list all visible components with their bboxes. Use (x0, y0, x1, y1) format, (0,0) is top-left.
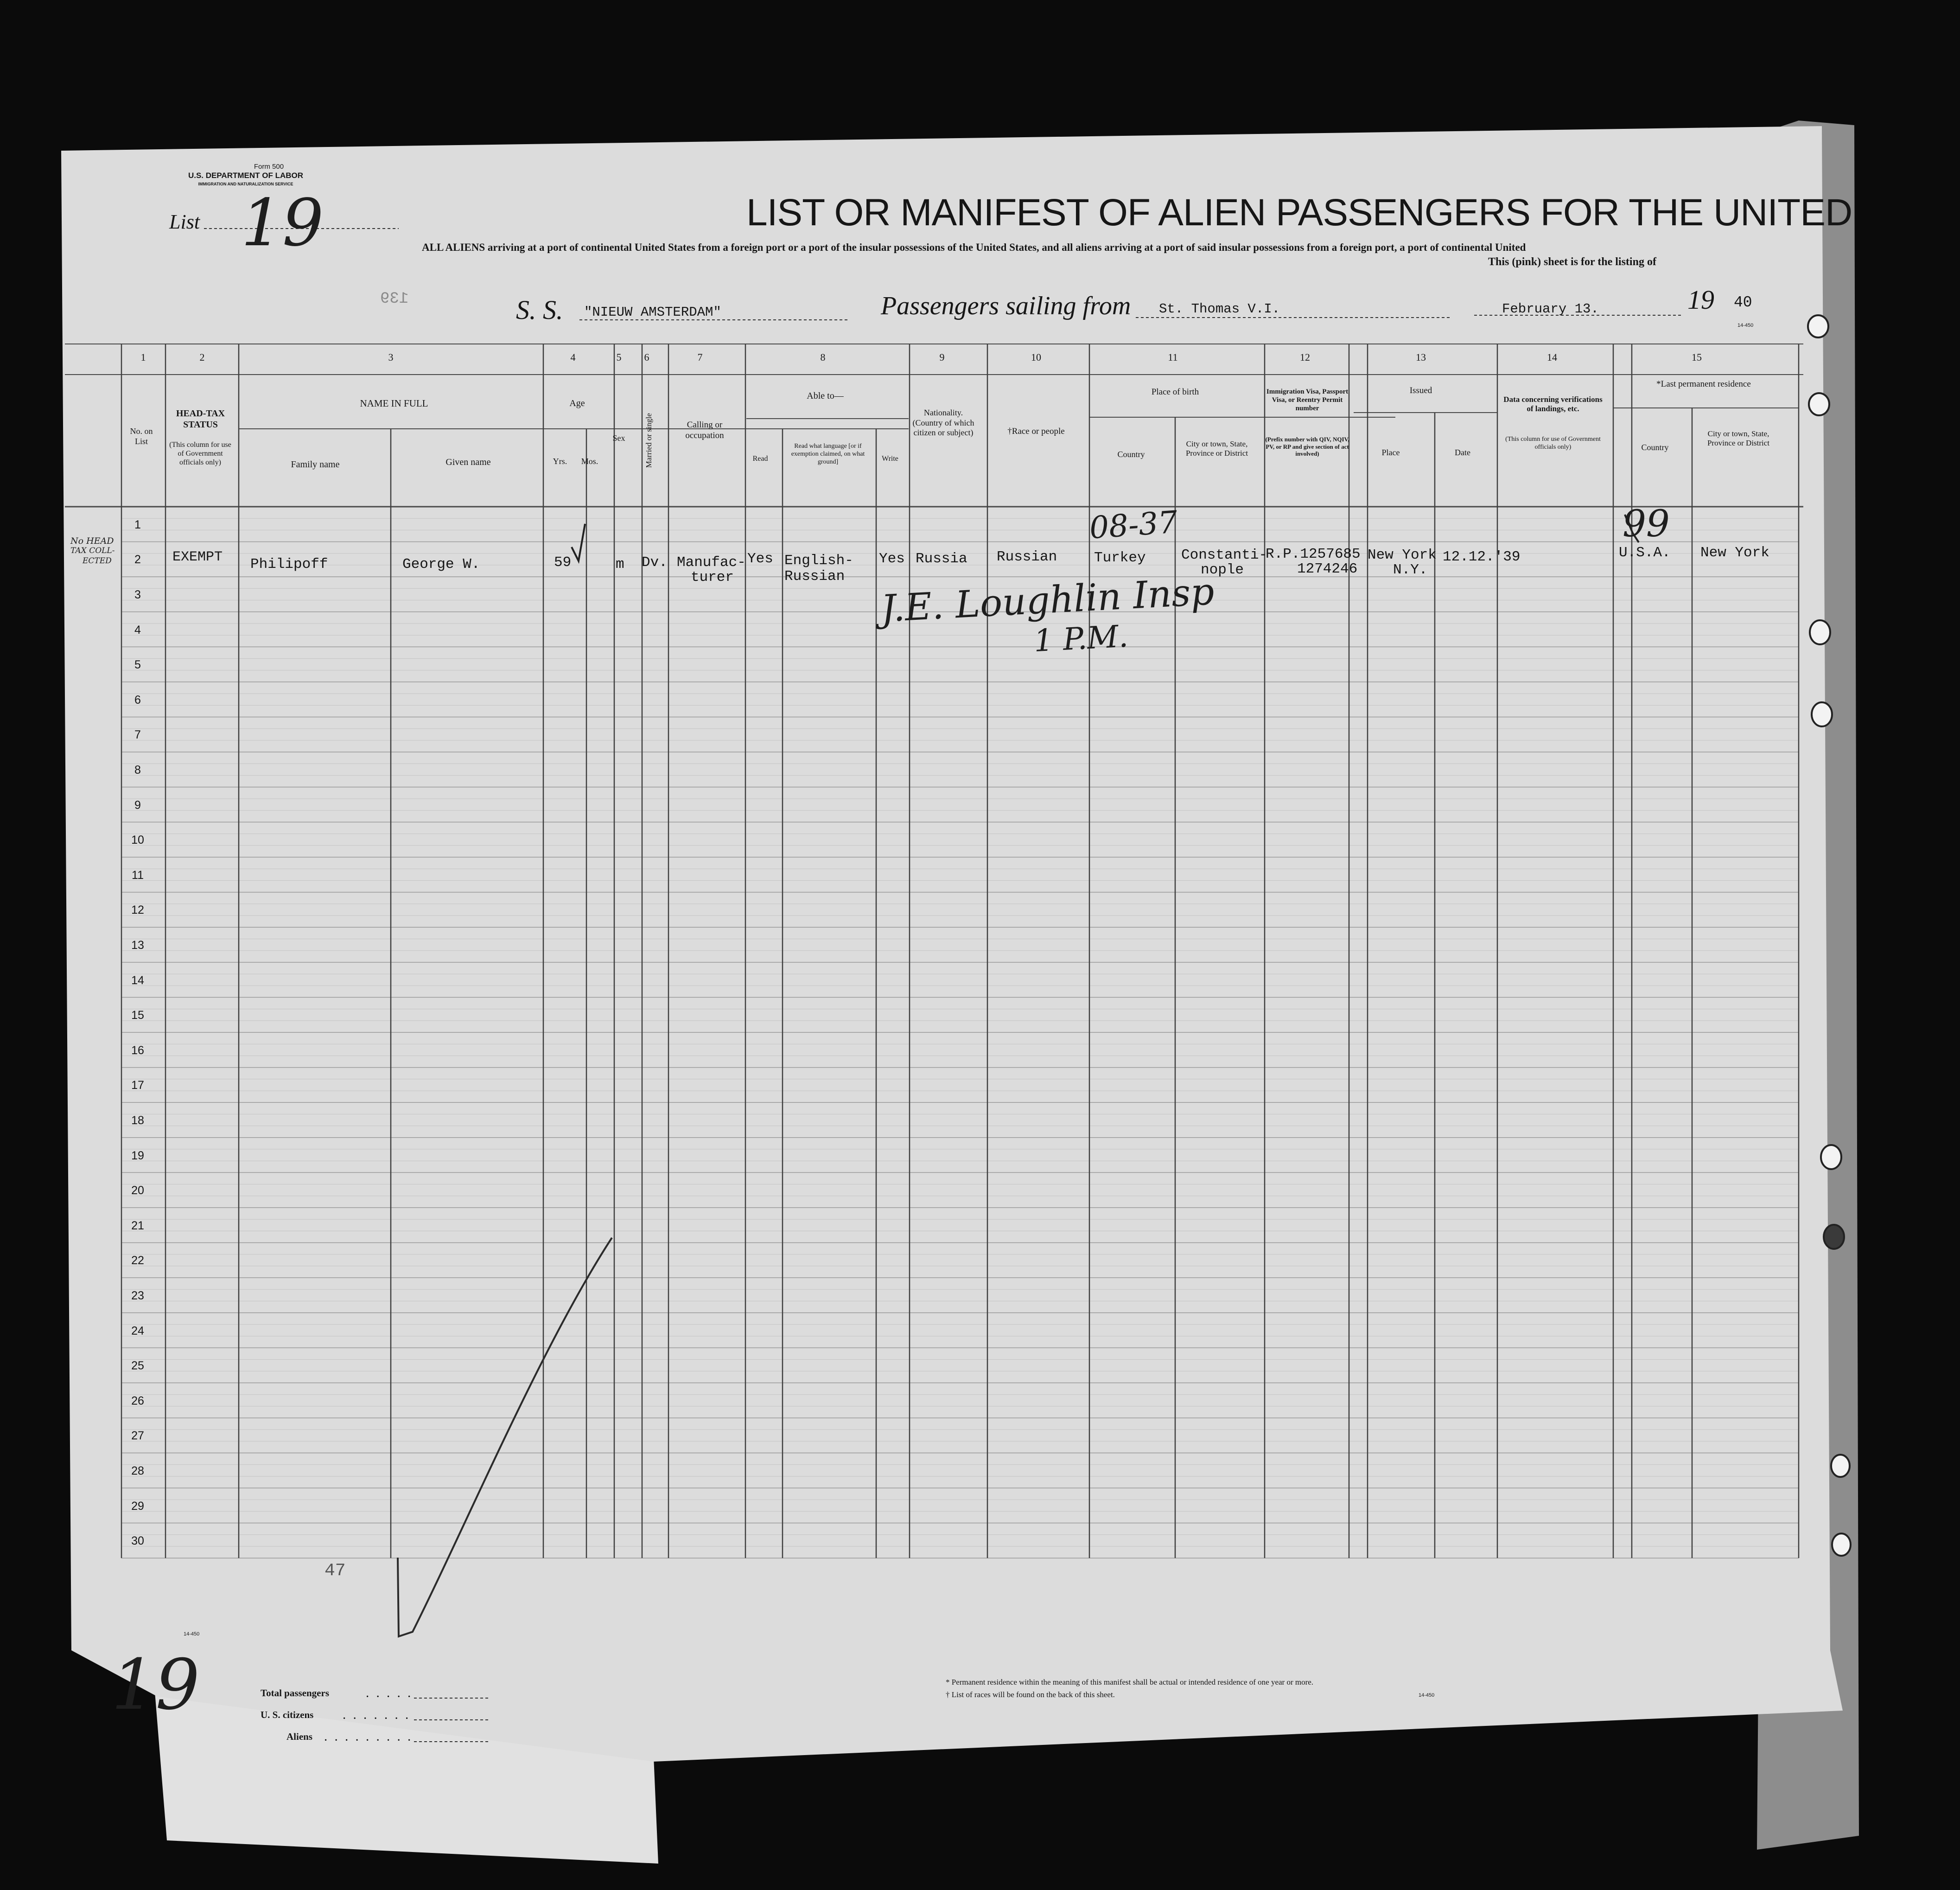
issued-place-line1: New York (1368, 547, 1437, 563)
footer-dots-2: . . . . . . . (343, 1710, 411, 1721)
row-number: 6 (134, 693, 141, 706)
residence-handwritten-mark: 99 (1623, 502, 1670, 545)
header-family-name: Family name (291, 459, 340, 470)
row-number: 22 (131, 1254, 144, 1267)
header-issued-place: Place (1381, 448, 1400, 457)
row-number: 27 (131, 1429, 144, 1443)
header-given-name: Given name (445, 457, 491, 467)
row-number: 17 (131, 1079, 144, 1092)
header-able-to: Able to— (807, 391, 844, 401)
stamp-number: 47 (325, 1561, 346, 1581)
header-read: Read (752, 455, 768, 463)
header-write: Write (882, 455, 898, 463)
header-res-country: Country (1641, 443, 1669, 452)
row-number: 9 (134, 798, 141, 812)
column-number: 1 (140, 351, 146, 363)
header-visa-note: (Prefix number with QIV, NQIV, PV, or RP and give section of act involved) (1265, 436, 1349, 458)
birth-city-line2: nople (1201, 562, 1244, 578)
column-number: 15 (1692, 351, 1702, 363)
language-line1: English- (784, 553, 853, 569)
row-number: 14 (131, 974, 144, 987)
race: Russian (997, 549, 1057, 565)
row-number: 13 (131, 939, 144, 952)
row-number: 26 (131, 1394, 144, 1407)
residence-city: New York (1700, 545, 1769, 561)
header-race: †Race or people (1007, 426, 1065, 436)
header-no-on-list: No. on List (130, 426, 153, 446)
sailing-date: February 13. (1502, 301, 1599, 317)
department-name: U.S. DEPARTMENT OF LABOR (188, 171, 304, 180)
row-number: 24 (131, 1324, 144, 1337)
sailing-label: Passengers sailing from (881, 292, 1131, 320)
visa-number-line2: 1274246 (1297, 561, 1358, 577)
row-number: 2 (134, 553, 141, 566)
bottom-form-code: 14-450 (184, 1631, 200, 1637)
row-number: 25 (131, 1359, 144, 1373)
footer-dots-3: . . . . . . . . . (325, 1732, 414, 1743)
column-number: 6 (644, 351, 649, 363)
column-number: 7 (697, 351, 703, 363)
year-prefix: 19 (1687, 285, 1714, 315)
column-number: 9 (939, 351, 945, 363)
list-label: List (169, 210, 200, 233)
header-calling: Calling or occupation (685, 420, 724, 440)
header-birth-country: Country (1117, 450, 1145, 459)
row-number: 5 (134, 658, 141, 672)
header-issued: Issued (1409, 386, 1432, 395)
column-number: 3 (388, 351, 394, 363)
row-number: 18 (131, 1114, 144, 1127)
port-of-departure: St. Thomas V.I. (1159, 301, 1280, 317)
form-number: Form 500 (254, 163, 284, 171)
row-number: 21 (131, 1219, 144, 1232)
service-name: IMMIGRATION AND NATURALIZATION SERVICE (198, 182, 293, 186)
faint-number: 139 (380, 290, 409, 308)
family-name: Philipoff (250, 556, 328, 573)
header-last-residence: *Last permanent residence (1656, 379, 1751, 389)
column-number: 13 (1416, 351, 1426, 363)
issued-date: 12.12.'39 (1443, 549, 1521, 565)
row-number: 23 (131, 1289, 144, 1302)
bottom-list-number: 19 (111, 1645, 200, 1725)
can-write: Yes (879, 551, 905, 567)
paper-sheet (61, 126, 1843, 1762)
married-status: Dv. (642, 554, 668, 571)
signature-time: 1 P.M. (1033, 618, 1129, 659)
margin-note-line3: ECTED (83, 556, 112, 566)
row-number: 7 (134, 728, 141, 742)
residence-country: U.S.A. (1619, 545, 1671, 561)
row-number: 29 (131, 1499, 144, 1513)
header-birth-city: City or town, State, Province or District (1185, 439, 1248, 458)
row-number: 8 (134, 764, 141, 776)
row-number: 19 (131, 1149, 144, 1162)
issued-place-line2: N.Y. (1393, 562, 1428, 578)
ship-name: "NIEUW AMSTERDAM" (584, 305, 721, 320)
header-data-concerning: Data concerning verifications of landings, etc. (1503, 395, 1603, 414)
footer-total-passengers: Total passengers (261, 1687, 329, 1699)
column-number: 4 (570, 351, 576, 363)
header-married: Married or single (644, 413, 653, 468)
header-issued-date: Date (1455, 448, 1470, 457)
sex: m (616, 556, 624, 573)
can-read: Yes (747, 551, 773, 567)
manifest-subtitle-line2: This (pink) sheet is for the listing of (1488, 256, 1656, 268)
header-place-of-birth: Place of birth (1151, 387, 1199, 397)
birth-country: Turkey (1094, 550, 1146, 566)
header-nationality: Nationality. (Country of which citizen or subject) (912, 408, 974, 438)
calling-line1: Manufac- (677, 554, 746, 571)
row-number: 1 (134, 518, 141, 531)
header-res-city: City or town, State, Province or District (1707, 429, 1770, 448)
row-number: 30 (131, 1534, 144, 1548)
header-age-yrs: Yrs. (553, 457, 567, 466)
visa-number-line1: R.P.1257685 (1266, 546, 1361, 562)
birth-code-handwritten: 08-37 (1088, 504, 1179, 546)
footer-code: 14-450 (1419, 1693, 1435, 1698)
row-number: 16 (131, 1044, 144, 1057)
calling-line2: turer (691, 569, 734, 585)
manifest-subtitle-line1: ALL ALIENS arriving at a port of continental United States from a foreign port or a port of the insular possessions of the United States, and all aliens arriving at a port of said insular possessions from a foreign port, a port of continental United (422, 242, 1526, 253)
ship-line-underlines (0, 0, 1960, 325)
margin-note-line1: No HEAD (70, 536, 114, 546)
header-data-note: (This column for use of Government officials only) (1505, 436, 1601, 451)
row-number: 15 (131, 1009, 144, 1022)
row-number: 12 (131, 904, 144, 917)
footer-aliens: Aliens (286, 1731, 313, 1742)
inspector-signature: J.E. Loughlin Insp (880, 570, 1215, 630)
header-name-in-full: NAME IN FULL (360, 398, 428, 409)
column-number: 5 (616, 351, 622, 363)
footer-note-1: * Permanent residence within the meaning of this manifest shall be actual or intended residence of one year or more. (946, 1678, 1314, 1686)
header-head-tax-note: (This column for use of Government officials only) (169, 441, 231, 467)
ss-label: S. S. (516, 295, 563, 325)
row-number: 4 (134, 623, 141, 636)
row-number: 11 (132, 868, 144, 882)
footer-dots-1: . . . . . (366, 1688, 414, 1699)
column-number: 12 (1300, 351, 1310, 363)
row-number: 10 (131, 834, 144, 847)
year-suffix: 40 (1734, 294, 1752, 311)
column-number: 8 (820, 351, 826, 363)
row-number: 3 (134, 588, 141, 601)
row-number: 28 (131, 1464, 144, 1477)
manifest-title: LIST OR MANIFEST OF ALIEN PASSENGERS FOR THE UNITED (746, 191, 1852, 234)
margin-note-line2: TAX COLL- (70, 546, 115, 555)
row-number: 20 (131, 1184, 144, 1197)
age-years: 59 (554, 554, 572, 571)
column-number: 2 (199, 351, 205, 363)
form-code: 14-450 (1737, 323, 1754, 328)
column-number: 11 (1168, 351, 1178, 363)
head-tax-status: EXEMPT (172, 549, 223, 565)
nationality: Russia (916, 551, 967, 567)
given-name: George W. (402, 556, 480, 573)
header-age: Age (569, 398, 585, 408)
column-number: 10 (1031, 351, 1041, 363)
header-visa: Immigration Visa, Passport Visa, or Reentry Permit number (1266, 388, 1349, 412)
footer-us-citizens: U. S. citizens (261, 1709, 314, 1720)
birth-city-line1: Constanti- (1181, 547, 1268, 563)
language-line2: Russian (784, 568, 845, 585)
header-sex: Sex (612, 433, 625, 443)
column-number: 14 (1547, 351, 1557, 363)
footer-note-2: † List of races will be found on the back of this sheet. (946, 1690, 1115, 1699)
header-read-language: Read what language [or if exemption claimed, on what ground] (791, 443, 865, 465)
header-head-tax: HEAD-TAX STATUS (176, 408, 225, 430)
list-number: 19 (241, 185, 324, 261)
header-age-mos: Mos. (581, 457, 598, 466)
